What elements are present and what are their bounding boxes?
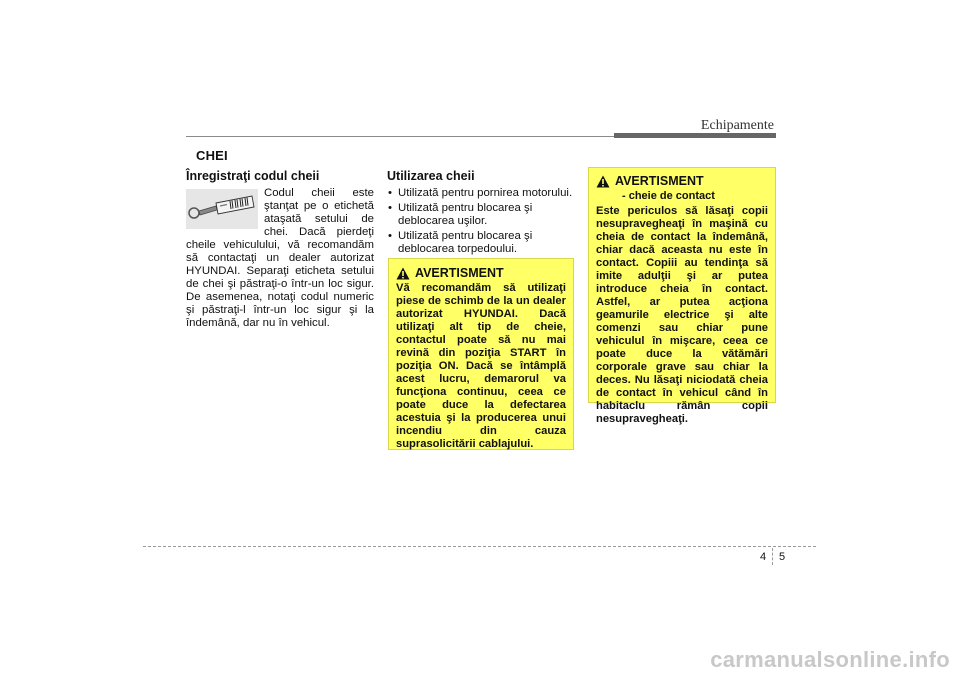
header-rule-accent: [614, 133, 776, 138]
key-tag-icon: [186, 189, 258, 229]
warning-header: [596, 175, 768, 188]
section-title: CHEI: [196, 148, 228, 163]
warning-header: [396, 267, 566, 280]
warning-title: AVERTISMENT: [615, 174, 704, 188]
key-use-heading: Utilizarea cheii: [387, 169, 475, 183]
key-code-heading: Înregistraţi codul cheii: [186, 169, 320, 183]
list-item: • Utilizată pentru blocarea şi deblocarea uşilor.: [387, 202, 575, 228]
page-number: 5: [779, 551, 786, 563]
warning-triangle-icon: [596, 175, 610, 188]
warning-title: AVERTISMENT: [415, 266, 504, 280]
warning-subtitle: - cheie de contact: [622, 190, 715, 202]
key-use-list: [387, 187, 575, 256]
warning-text: Vă recomandăm să utilizaţi piese de schimb de la un dealer autorizat HYUNDAI. Dacă utilizaţi alt tip de cheie, contactul poate să nu mai revină din poziţia START în poziţia ON. Dacă se întâmplă acest lucru, demarorul va funcţiona continuu, ceea ce poate duce la defectarea acestuia şi la producerea unui incendiu din cauza suprasolicitării cablajului.: [396, 282, 566, 450]
footer-rule: [143, 546, 816, 547]
page-chapter-number: 4: [760, 551, 767, 563]
watermark: carmanualsonline.info: [710, 647, 950, 672]
header-rule: [186, 136, 616, 137]
warning-text: Este periculos să lăsaţi copii nesupravegheaţi în maşină cu cheia de contact la îndemână, chiar dacă aceasta nu este în contact. Copiii au tendinţa să imite adulţii şi ar putea introduce cheia în contact. Astfel, ar putea acţiona geamurile electrice şi alte comenzi sau chiar pune vehiculul în mişcare, ceea ce poate duce la vătămări corporale grave sau chiar la deces. Nu lăsaţi niciodată cheia de contact în vehicul când în habitaclu rămân copii nesupravegheaţi.: [596, 205, 768, 425]
warning-box-spare-keys: [388, 258, 574, 450]
list-item: • Utilizată pentru blocarea şi deblocarea torpedoului.: [387, 230, 575, 256]
key-use-column: [387, 170, 575, 258]
warning-box-ignition-key: [588, 167, 776, 425]
list-item: • Utilizată pentru pornirea motorului.: [387, 187, 575, 200]
key-tag-image: [186, 189, 258, 229]
key-code-text: Codul cheii este ştanţat pe o etichetă ataşată setului de chei. Dacă pierdeţi cheile vehiculului, vă recomandăm să contactaţi un dealer autorizat HYUNDAI. Separaţi eticheta setului de chei şi păstraţi-o într-un loc sigur. De asemenea, notaţi codul numeric şi păstraţi-l într-un loc sigur şi la îndemână, dar nu în vehicul.: [186, 187, 374, 329]
page-number-divider: [772, 548, 773, 565]
warning-triangle-icon: [396, 267, 410, 280]
header-section-name: Echipamente: [700, 118, 774, 133]
key-code-column: [186, 170, 374, 330]
